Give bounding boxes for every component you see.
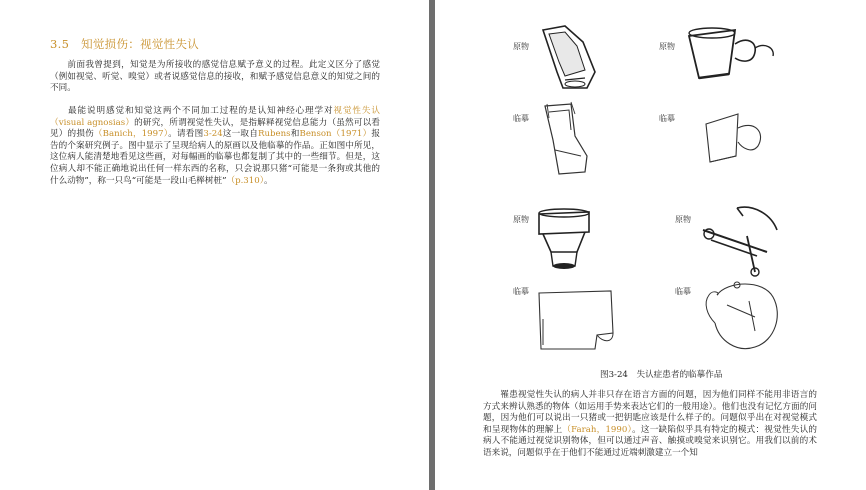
original-drawing-1 bbox=[535, 22, 605, 92]
label-copy-4: 临摹 bbox=[675, 287, 691, 296]
label-original-1: 原物 bbox=[513, 42, 529, 51]
copy-drawing-3 bbox=[533, 285, 628, 355]
paragraph-perception-definition: 前面我曾提到，知觉是为所接收的感觉信息赋予意义的过程。此定义区分了感觉（例如视觉、听觉、嗅觉）或者说感觉信息的接收，和赋予感觉信息意义的知觉之间的不同。 bbox=[50, 60, 380, 94]
right-page bbox=[435, 0, 866, 490]
label-original-4: 原物 bbox=[675, 215, 691, 224]
original-drawing-3 bbox=[533, 202, 603, 277]
citation-farah[interactable]: （Farah，1990） bbox=[562, 424, 633, 435]
label-copy-3: 临摹 bbox=[513, 287, 529, 296]
paragraph-visual-agnosia: 最能说明感觉和知觉这两个不同加工过程的是认知神经心理学对视觉性失认（visual agnosias）的研究，所谓视觉性失认，是指解释视觉信息能力（虽然可以看见）的损伤（Banich，1997）。请看图3-24这一取自Rubens和Benson（1971）报告的个案研究例子。图中显示了呈现给病人的原画以及他临摹的作品。正如图中所见，这位病人能清楚地看见这些画，对每幅画的临摹也都复制了其中的一些细节。但是，这位病人却不能正确地说出任何一样东西的名称，只会说那只猪“可能是一条狗或其他的什么动物”，称一只鸟“可能是一段山毛榉树桩”（p.310）。 bbox=[50, 106, 380, 186]
label-original-2: 原物 bbox=[659, 42, 675, 51]
section-title: 知觉损伤：视觉性失认 bbox=[81, 37, 200, 51]
paragraph-agnosia-patients: 罹患视觉性失认的病人并非只存在语言方面的问题，因为他们同样不能用非语言的方式来辨认熟悉的物体（如运用手势来表达它们的一般用途）。他们也没有记忆方面的问题，因为他们可以说出一只猪或一把钥匙应该是什么样子的。问题似乎出在对视觉模式和呈现物体的理解上（Farah，1990）。这一缺陷似乎具有特定的模式：视觉性失认的病人不能通过视觉识别物体，但可以通过声音、触摸或嗅觉来识别它。用我们以前的术语来说，问题似乎在于他们不能通过近端刺激建立一个知 bbox=[483, 390, 817, 458]
original-drawing-2 bbox=[685, 22, 780, 87]
copy-drawing-4 bbox=[697, 275, 792, 355]
citation-banich[interactable]: （Banich，1997） bbox=[93, 129, 169, 140]
term-visual-agnosia: 视觉性失认（visual agnosias） bbox=[50, 106, 380, 128]
label-copy-1: 临摹 bbox=[513, 114, 529, 123]
section-number: 3.5 bbox=[50, 37, 70, 51]
citation-benson[interactable]: Benson（1971） bbox=[299, 129, 372, 140]
original-drawing-4 bbox=[697, 200, 792, 280]
citation-rubens[interactable]: Rubens bbox=[258, 129, 291, 140]
left-page bbox=[0, 0, 429, 490]
label-copy-2: 临摹 bbox=[659, 114, 675, 123]
figure-caption: 图3-24 失认症患者的临摹作品 bbox=[600, 370, 723, 380]
copy-drawing-2 bbox=[700, 110, 780, 176]
copy-drawing-1 bbox=[535, 100, 607, 178]
figure-reference-link[interactable]: 3-24 bbox=[203, 129, 223, 140]
label-original-3: 原物 bbox=[513, 215, 529, 224]
citation-page[interactable]: （p.310） bbox=[226, 175, 264, 186]
section-heading bbox=[50, 36, 199, 52]
